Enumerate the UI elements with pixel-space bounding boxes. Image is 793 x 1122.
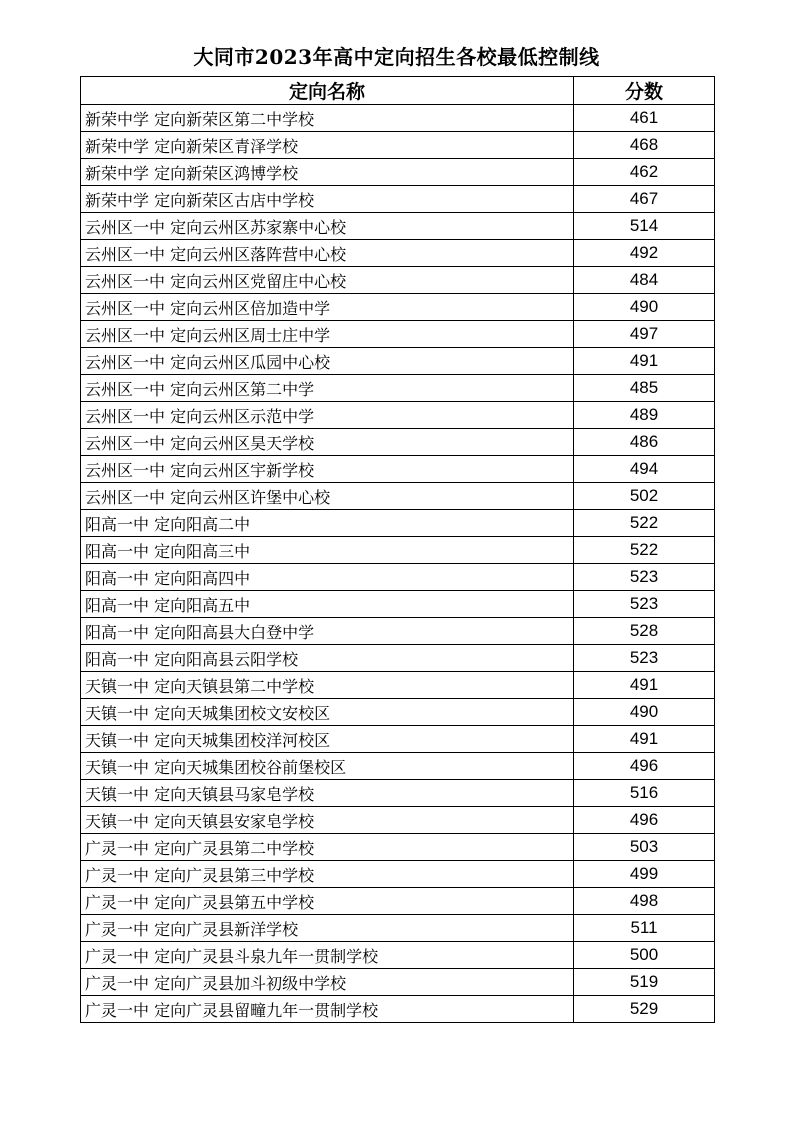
score-cell: 499 xyxy=(574,861,715,888)
school-name-cell: 阳高一中 定向阳高县云阳学校 xyxy=(81,645,574,672)
table-row xyxy=(81,699,715,726)
score-cell: 498 xyxy=(574,888,715,915)
school-name-cell: 阳高一中 定向阳高五中 xyxy=(81,591,574,618)
school-name-cell: 云州区一中 定向云州区第二中学 xyxy=(81,375,574,402)
table-row xyxy=(81,888,715,915)
score-cell: 497 xyxy=(574,321,715,348)
school-name-cell: 天镇一中 定向天镇县安家皂学校 xyxy=(81,807,574,834)
score-cell: 523 xyxy=(574,564,715,591)
table-row xyxy=(81,753,715,780)
table-body xyxy=(81,105,715,1023)
score-table xyxy=(80,76,715,1023)
score-cell: 491 xyxy=(574,726,715,753)
table-row xyxy=(81,159,715,186)
score-cell: 486 xyxy=(574,429,715,456)
table-row xyxy=(81,564,715,591)
table-header-row xyxy=(81,77,715,105)
score-cell: 462 xyxy=(574,159,715,186)
table-row xyxy=(81,240,715,267)
score-cell: 502 xyxy=(574,483,715,510)
table-row xyxy=(81,375,715,402)
table-row xyxy=(81,672,715,699)
table-row xyxy=(81,726,715,753)
score-cell: 522 xyxy=(574,510,715,537)
score-cell: 496 xyxy=(574,753,715,780)
table-row xyxy=(81,321,715,348)
score-cell: 528 xyxy=(574,618,715,645)
score-cell: 489 xyxy=(574,402,715,429)
table-row xyxy=(81,969,715,996)
score-cell: 496 xyxy=(574,807,715,834)
school-name-cell: 新荣中学 定向新荣区古店中学校 xyxy=(81,186,574,213)
school-name-cell: 云州区一中 定向云州区许堡中心校 xyxy=(81,483,574,510)
score-cell: 500 xyxy=(574,942,715,969)
table-row xyxy=(81,213,715,240)
score-cell: 468 xyxy=(574,132,715,159)
table-row xyxy=(81,915,715,942)
school-name-cell: 广灵一中 定向广灵县新洋学校 xyxy=(81,915,574,942)
score-cell: 529 xyxy=(574,996,715,1023)
table-row xyxy=(81,132,715,159)
school-name-cell: 云州区一中 定向云州区瓜园中心校 xyxy=(81,348,574,375)
table-row xyxy=(81,267,715,294)
school-name-cell: 广灵一中 定向广灵县第五中学校 xyxy=(81,888,574,915)
score-cell: 523 xyxy=(574,591,715,618)
school-name-cell: 广灵一中 定向广灵县留疃九年一贯制学校 xyxy=(81,996,574,1023)
table-row xyxy=(81,510,715,537)
score-cell: 485 xyxy=(574,375,715,402)
score-cell: 490 xyxy=(574,294,715,321)
school-name-cell: 广灵一中 定向广灵县加斗初级中学校 xyxy=(81,969,574,996)
score-cell: 519 xyxy=(574,969,715,996)
column-header-score: 分数 xyxy=(574,77,715,105)
score-cell: 491 xyxy=(574,672,715,699)
school-name-cell: 云州区一中 定向云州区昊天学校 xyxy=(81,429,574,456)
school-name-cell: 广灵一中 定向广灵县第三中学校 xyxy=(81,861,574,888)
table-row xyxy=(81,483,715,510)
school-name-cell: 新荣中学 定向新荣区青泽学校 xyxy=(81,132,574,159)
page-title: 大同市2023年高中定向招生各校最低控制线 xyxy=(193,45,600,69)
score-cell: 492 xyxy=(574,240,715,267)
table-row xyxy=(81,996,715,1023)
table-row xyxy=(81,348,715,375)
table-row xyxy=(81,591,715,618)
table-row xyxy=(81,807,715,834)
school-name-cell: 云州区一中 定向云州区示范中学 xyxy=(81,402,574,429)
table-row xyxy=(81,186,715,213)
table-row xyxy=(81,780,715,807)
table-row xyxy=(81,429,715,456)
table-row xyxy=(81,537,715,564)
school-name-cell: 天镇一中 定向天镇县第二中学校 xyxy=(81,672,574,699)
school-name-cell: 天镇一中 定向天城集团校谷前堡校区 xyxy=(81,753,574,780)
score-cell: 511 xyxy=(574,915,715,942)
table-row xyxy=(81,294,715,321)
school-name-cell: 阳高一中 定向阳高四中 xyxy=(81,564,574,591)
school-name-cell: 阳高一中 定向阳高二中 xyxy=(81,510,574,537)
table-row xyxy=(81,618,715,645)
table-row xyxy=(81,942,715,969)
score-cell: 522 xyxy=(574,537,715,564)
table-row xyxy=(81,105,715,132)
table-row xyxy=(81,402,715,429)
school-name-cell: 阳高一中 定向阳高三中 xyxy=(81,537,574,564)
score-cell: 514 xyxy=(574,213,715,240)
school-name-cell: 新荣中学 定向新荣区鸿博学校 xyxy=(81,159,574,186)
score-cell: 516 xyxy=(574,780,715,807)
score-cell: 490 xyxy=(574,699,715,726)
school-name-cell: 阳高一中 定向阳高县大白登中学 xyxy=(81,618,574,645)
score-cell: 467 xyxy=(574,186,715,213)
score-cell: 491 xyxy=(574,348,715,375)
school-name-cell: 云州区一中 定向云州区党留庄中心校 xyxy=(81,267,574,294)
table-row xyxy=(81,456,715,483)
school-name-cell: 云州区一中 定向云州区落阵营中心校 xyxy=(81,240,574,267)
school-name-cell: 广灵一中 定向广灵县第二中学校 xyxy=(81,834,574,861)
school-name-cell: 广灵一中 定向广灵县斗泉九年一贯制学校 xyxy=(81,942,574,969)
score-cell: 484 xyxy=(574,267,715,294)
table-row xyxy=(81,861,715,888)
school-name-cell: 新荣中学 定向新荣区第二中学校 xyxy=(81,105,574,132)
school-name-cell: 天镇一中 定向天镇县马家皂学校 xyxy=(81,780,574,807)
school-name-cell: 云州区一中 定向云州区苏家寨中心校 xyxy=(81,213,574,240)
school-name-cell: 天镇一中 定向天城集团校文安校区 xyxy=(81,699,574,726)
score-cell: 461 xyxy=(574,105,715,132)
score-cell: 523 xyxy=(574,645,715,672)
score-cell: 494 xyxy=(574,456,715,483)
table-row xyxy=(81,645,715,672)
school-name-cell: 云州区一中 定向云州区倍加造中学 xyxy=(81,294,574,321)
school-name-cell: 天镇一中 定向天城集团校洋河校区 xyxy=(81,726,574,753)
score-cell: 503 xyxy=(574,834,715,861)
school-name-cell: 云州区一中 定向云州区宇新学校 xyxy=(81,456,574,483)
column-header-name: 定向名称 xyxy=(81,77,574,105)
table-row xyxy=(81,834,715,861)
school-name-cell: 云州区一中 定向云州区周士庄中学 xyxy=(81,321,574,348)
